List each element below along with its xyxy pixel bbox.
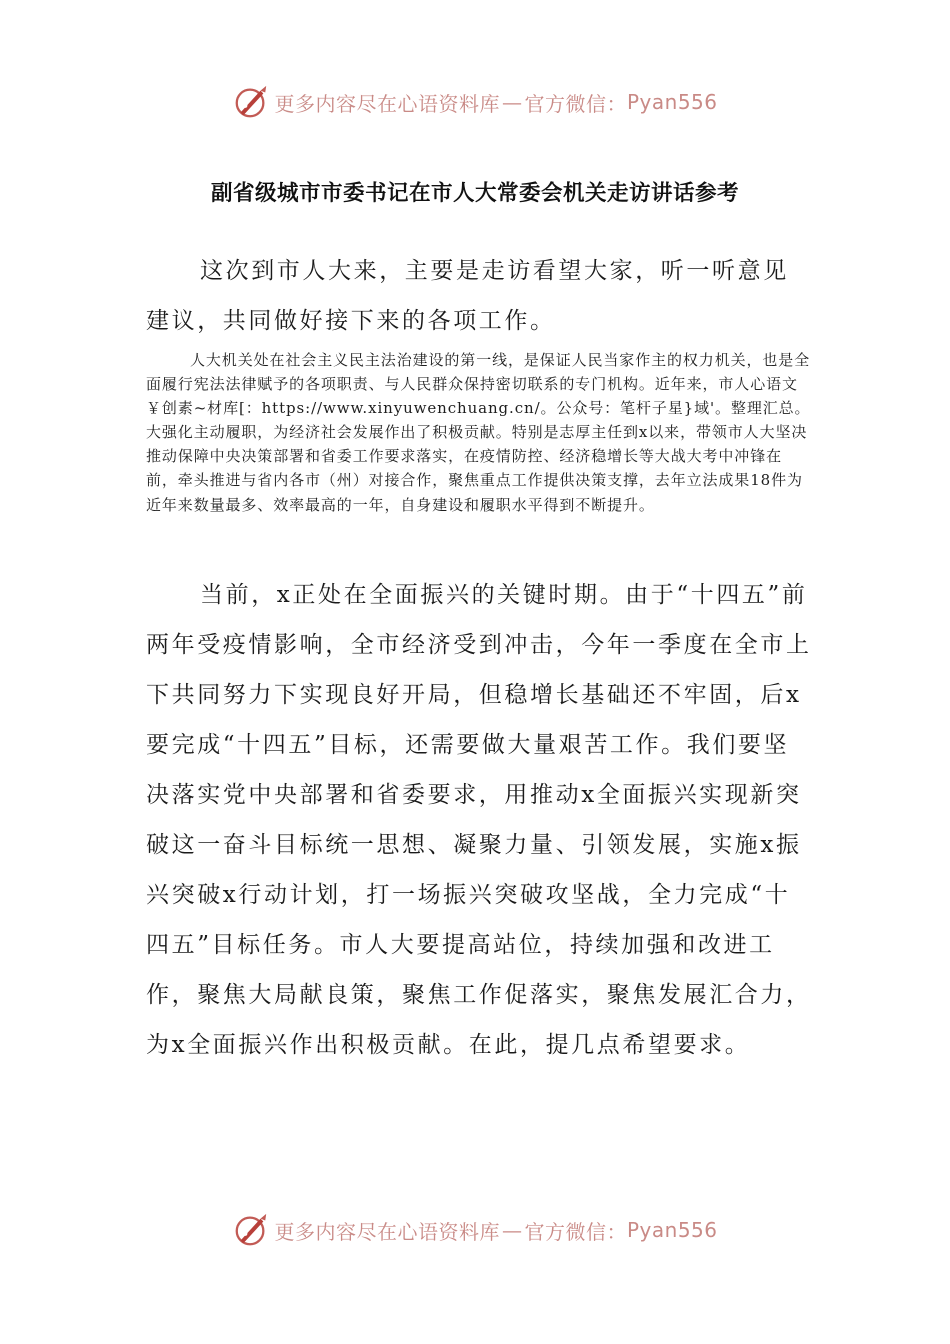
document-title: 副省级城市市委书记在市人大常委会机关走访讲话参考 [210,181,739,206]
wechat-id: Pyan556 [626,90,718,114]
banner-separator: — [501,1218,523,1242]
wechat-id: Pyan556 [626,1218,718,1242]
paragraph-intro: 这次到市人大来，主要是走访看望大家，听一听意见建议，共同做好接下来的各项工作。 [146,258,789,334]
wechat-label: 官方微信： [524,1219,627,1244]
banner-separator: — [501,90,523,114]
header-watermark-banner [0,80,950,124]
footer-watermark-banner [0,1208,950,1252]
wechat-label: 官方微信： [524,91,627,116]
brand-text: 更多内容尽在心语资料库 [274,1219,500,1244]
quill-logo-icon [232,83,270,121]
paragraph-achievements: 人大机关处在社会主义民主法治建设的第一线，是保证人民当家作主的权力机关，也是全面履行宪法法律赋予的各项职责、与人民群众保持密切联系的专门机构。近年来，市人心语文￥创素~材库[：https://www.xinyuwenchuang.cn/。公众号：笔杆子星}域'。整理汇总。大强化主动履职，为经济社会发展作出了积极贡献。特别是志厚主任到x以来，带领市人大坚决推动保障中央决策部署和省委工作要求落实，在疫情防控、经济稳增长等大战大考中冲锋在前，牵头推进与省内各市（州）对接合作，聚焦重点工作提供决策支撑，去年立法成果18件为近年来数量最多、效率最高的一年，自身建设和履职水平得到不断提升。 [146,351,811,514]
quill-logo-icon [232,1211,270,1249]
paragraph-current-situation: 当前，x正处在全面振兴的关键时期。由于“十四五”前两年受疫情影响，全市经济受到冲击，今年一季度在全市上下共同努力下实现良好开局，但稳增长基础还不牢固，后x要完成“十四五”目标，还需要做大量艰苦工作。我们要坚决落实党中央部署和省委要求，用推动x全面振兴实现新突破这一奋斗目标统一思想、凝聚力量、引领发展，实施x振兴突破x行动计划，打一场振兴突破攻坚战，全力完成“十四五”目标任务。市人大要提高站位，持续加强和改进工作，聚焦大局献良策，聚焦工作促落实，聚焦发展汇合力，为x全面振兴作出积极贡献。在此，提几点希望要求。 [146,582,812,1058]
brand-text: 更多内容尽在心语资料库 [274,91,500,116]
